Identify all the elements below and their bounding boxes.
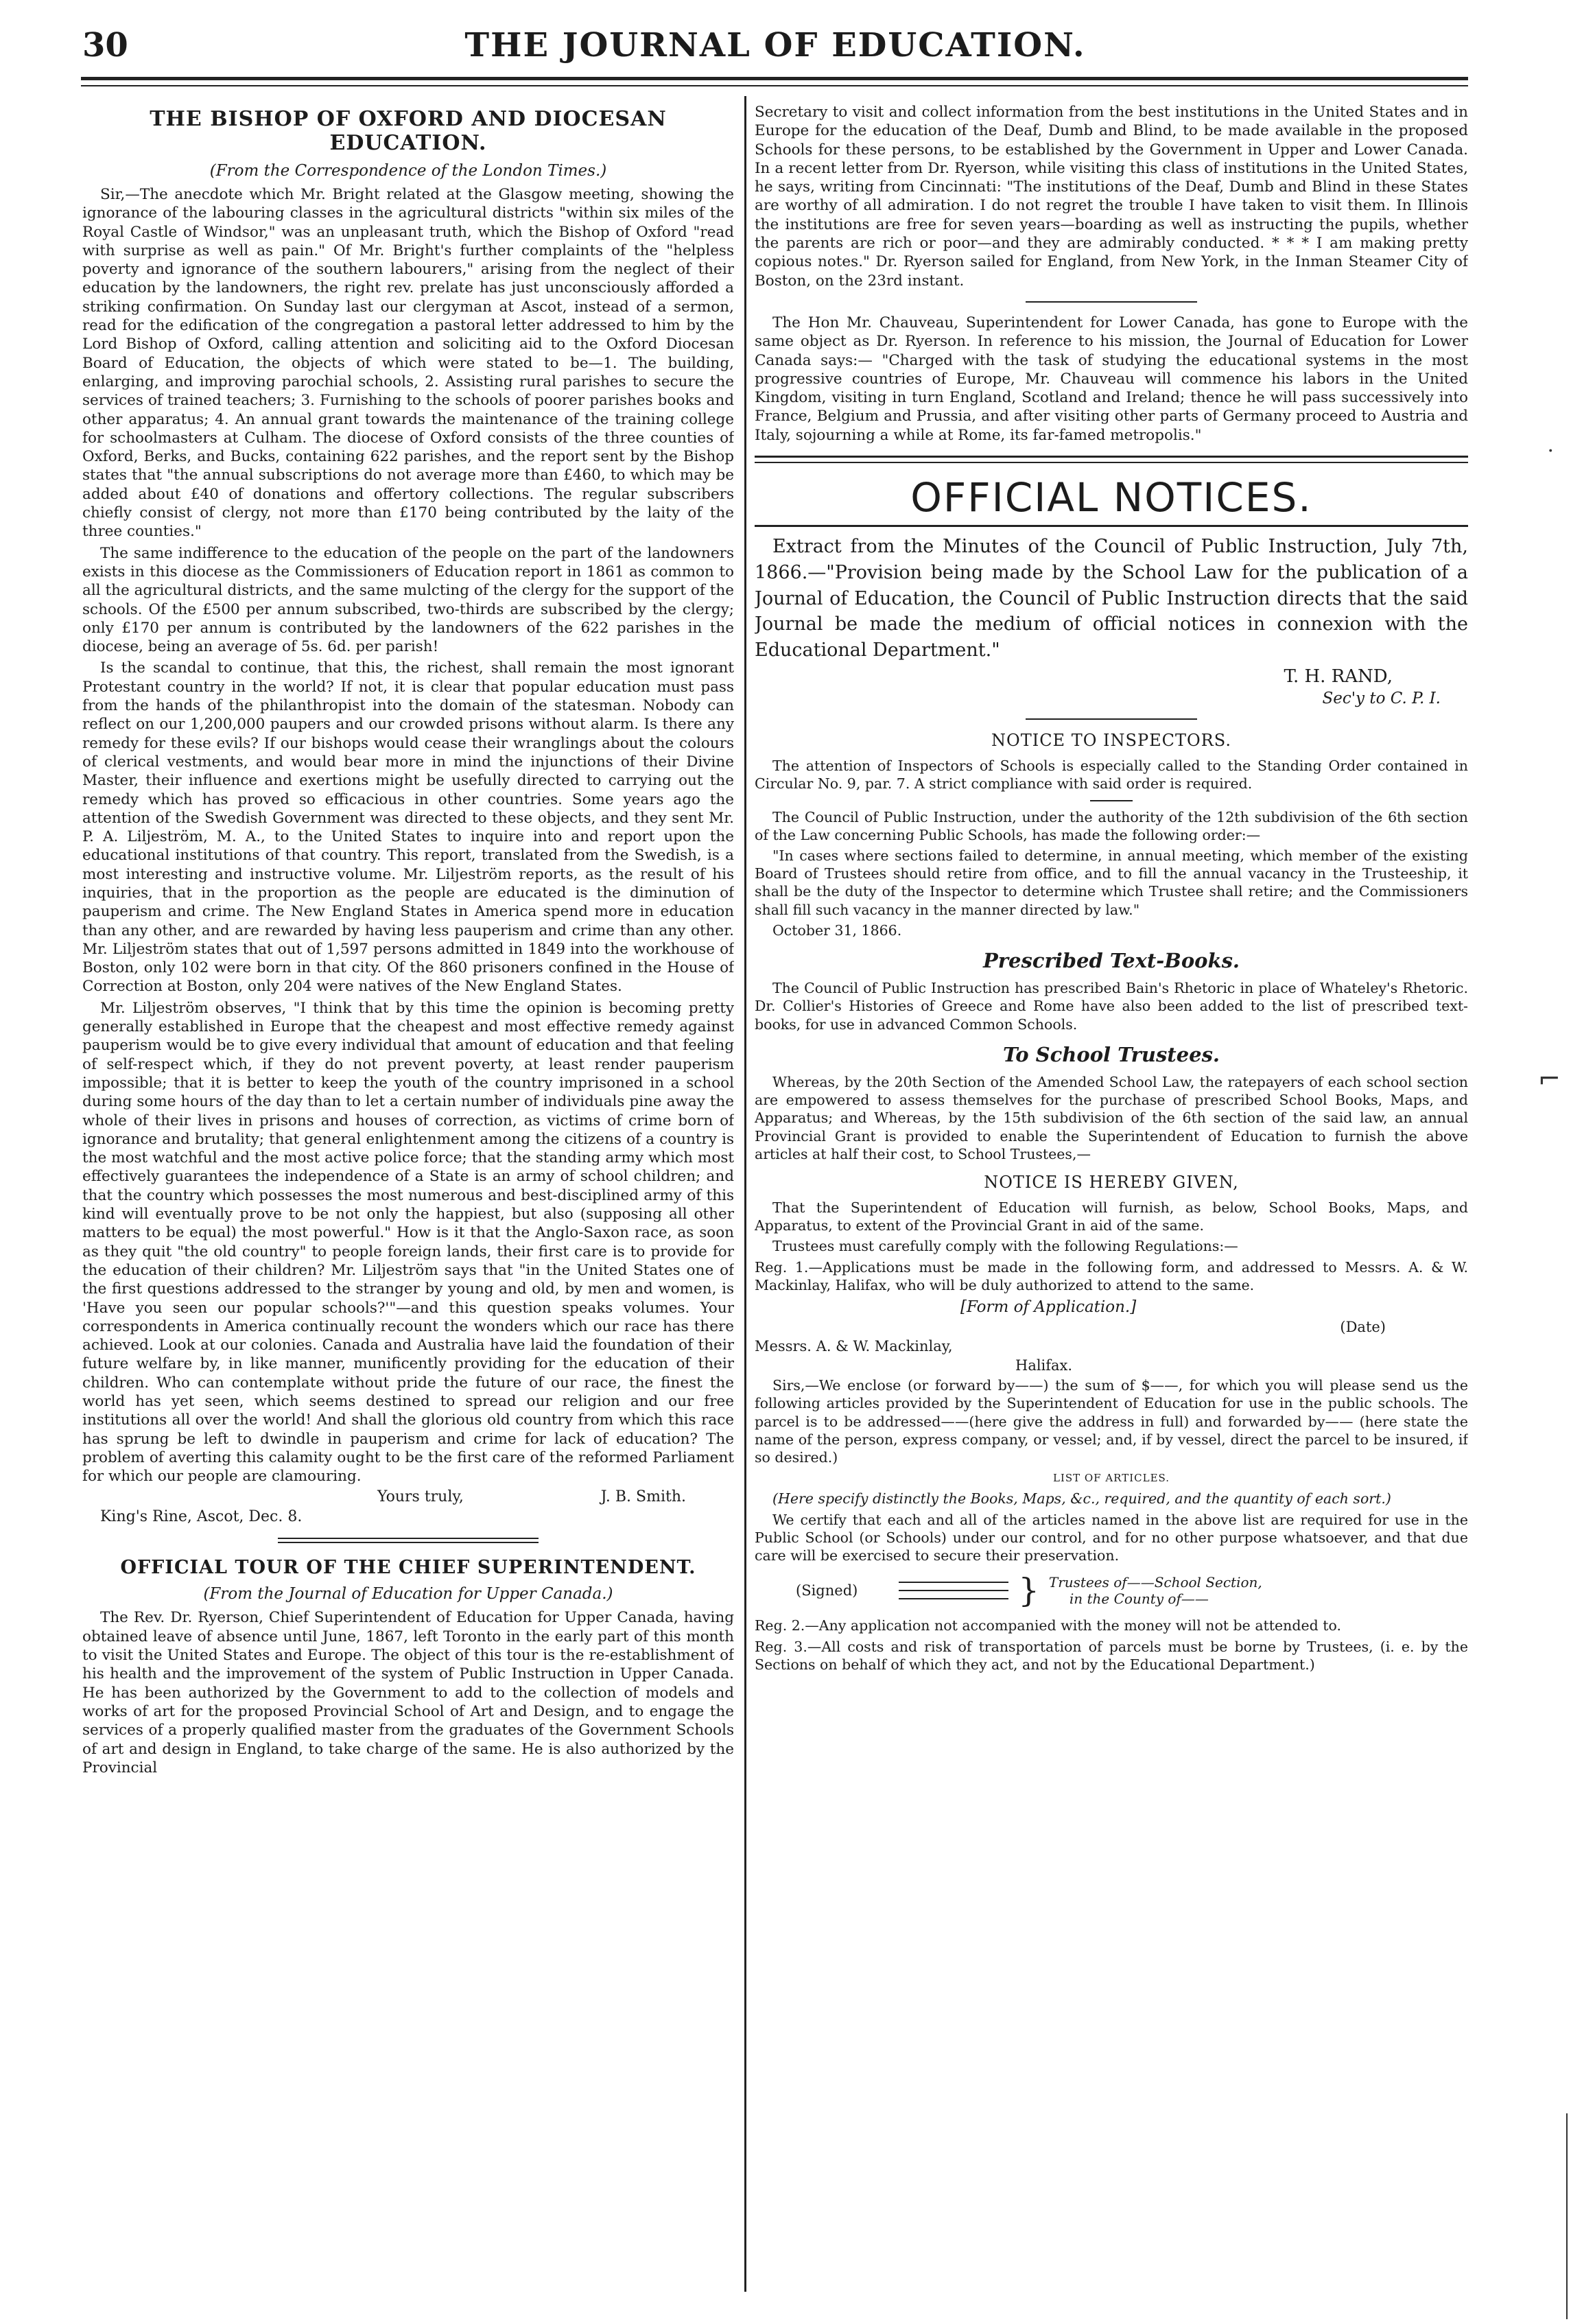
section-rule [755, 456, 1468, 463]
list-of-articles-title: LIST OF ARTICLES. [1052, 1472, 1170, 1485]
margin-edge-mark [1557, 2113, 1568, 2319]
inspectors-paragraph: The Council of Public Instruction, under the authority of the 12th subdivision of the 6th section of the Law concerning Public Schools, has made the following order:— [755, 808, 1468, 843]
margin-mark: ⌐ [1537, 1064, 1561, 1095]
notice-given-title: NOTICE IS HEREBY GIVEN, [984, 1173, 1239, 1193]
header-rule [81, 77, 1468, 80]
column-divider [744, 96, 746, 2292]
prescribed-textbooks-title: Prescribed Text-Books. [982, 949, 1240, 973]
form-title: [Form of Application.] [960, 1298, 1137, 1317]
regulations-intro: Trustees must carefully comply with the following Regulations:— [772, 1238, 1238, 1255]
inspectors-order: "In cases where sections failed to determine, in annual meeting, which member of the existing Board of Trustees should retire from office, and to fill the annual vacancy in the Trusteeship, it shall be the duty of the Inspector to determine which Trustee shall retire; and the Commissioners shall fill such vacancy in the manner directed by law." [755, 847, 1468, 918]
short-separator [1026, 301, 1197, 303]
signed-label: (Signed) [796, 1582, 858, 1599]
list-note: (Here specify distinctly the Books, Maps, &c., required, and the quantity of each sort.) [772, 1490, 1391, 1507]
short-separator [1026, 718, 1197, 720]
rand-title: Sec'y to C. P. I. [1322, 690, 1441, 708]
form-addressee: Messrs. A. & W. Mackinlay, [755, 1338, 953, 1355]
signature-lines [899, 1575, 1008, 1606]
article-title-bishop: THE BISHOP OF OXFORD AND DIOCESAN EDUCATION. [150, 107, 667, 155]
rand-title-line [755, 690, 1468, 707]
textbooks-paragraph: The Council of Public Instruction has prescribed Bain's Rhetoric in place of Whateley's Rhetoric. Dr. Collier's Histories of Greece and Rome have also been added to the list of prescribed text-books, for use in advanced Common Schools. [755, 980, 1468, 1033]
form-body: Sirs,—We enclose (or forward by——) the sum of $——, for which you will please send us the following articles provided by the Superintendent of Education for use in the public schools. The parcel is to be addressed——(here give the address in full) and forwarded by—— (here state the name of the person, express company, or vessel; and, if by vessel, direct the parcel to be insured, if so desired.) [755, 1377, 1468, 1466]
regulation-2: Reg. 2.—Any application not accompanied with the money will not be attended to. [755, 1617, 1341, 1634]
bishop-paragraph: The same indifference to the education of the people on the part of the landowners exists in this diocese as the Commissioners of Education report in 1861 as common to all the agricultural districts, and the same mulcting of the clergy for the support of the schools. Of the £500 per annum subscribed, two-thirds are subscribed by the clergy; only £170 per annum is contributed by the landowners of the 622 parishes in the diocese, being an average of 5s. 6d. per parish! [82, 544, 734, 656]
form-date: (Date) [1340, 1319, 1386, 1336]
tour-paragraph: The Rev. Dr. Ryerson, Chief Superintendent of Education for Upper Canada, having obtained leave of absence until June, 1867, left Toronto in the early part of this month to visit the United States and Europe. The object of this tour is the re-establishment of his health and the improvement of the system of Public Instruction in Upper Canada. He has been authorized by the Government to add to the collection of models and works of art for the proposed Provincial School of Art and Design, and to engage the services of a properly qualified master from the graduates of the Government Schools of art and design in England, to take charge of the same. He is also authorized by the Provincial [82, 1609, 734, 1776]
council-extract: Extract from the Minutes of the Council of Public Instruction, July 7th, 1866.—"Provision being made by the School Law for the publication of a Journal of Education, the Council of Public Instruction directs that the said Journal be made the medium of official notices in connexion with the Educational Department." [755, 536, 1468, 661]
article-title-tour: OFFICIAL TOUR OF THE CHIEF SUPERINTENDENT. [120, 1557, 696, 1579]
official-notices-banner: OFFICIAL NOTICES. [755, 474, 1468, 527]
regulation-3: Reg. 3.—All costs and risk of transportation of parcels must be borne by Trustees, (i. e. by the Sections on behalf of which they act, and not by the Educational Department.) [755, 1638, 1468, 1673]
header-rule-thin [81, 85, 1468, 86]
inspectors-date: October 31, 1866. [772, 922, 902, 939]
form-city: Halifax. [1015, 1357, 1073, 1374]
chauveau-paragraph: The Hon Mr. Chauveau, Superintendent for Lower Canada, has gone to Europe with the same object as Dr. Ryerson. In reference to his mission, the Journal of Education for Lower Canada says:— "Charged with the task of studying the educational systems in the most progressive countries of Europe, Mr. Chauveau will commence his labors in the United Kingdom, visiting in turn England, Scotland and Ireland; thence he will pass successively into France, Belgium and Prussia, and after visiting other parts of Germany proceed to Austria and Italy, sojourning a while at Rome, its far-famed metropolis." [755, 314, 1468, 444]
article-source-tour: (From the Journal of Education for Upper Canada.) [203, 1585, 613, 1604]
short-separator [1090, 800, 1133, 801]
trustees-label-line: Trustees of——School Section, [1048, 1574, 1262, 1591]
form-date-row [755, 1319, 1468, 1335]
page-number: 30 [82, 26, 128, 64]
page-header [82, 26, 1468, 74]
trustees-paragraph: Whereas, by the 20th Section of the Amended School Law, the ratepayers of each school section are empowered to assess themselves for the purchase of prescribed School Books, Maps, and Apparatus; and Whereas, by the 15th subdivision of the 6th section of the said law, an annual Provincial Grant is provided to enable the Superintendent of Education to furnish the above articles at half their cost, to School Trustees,— [755, 1073, 1468, 1162]
bishop-paragraph: Is the scandal to continue, that this, the richest, shall remain the most ignorant Protestant country in the world? If not, it is clear that popular education must pass from the hands of the philanthropist into the domain of the statesman. Nobody can reflect on our 1,200,000 paupers and our crowded prisons without alarm. Is there any remedy for these evils? If our bishops would cease their wranglings about the colours of clerical vestments, and would bear more in mind the injunctions of their Divine Master, their influence and exertions might be usefully directed to carrying out the remedy which has proved so efficacious in other countries. Some years ago the attention of the Swedish Government was directed to these objects, and they sent Mr. P. A. Liljeström, M. A., to the United States to inquire into and report upon the educational institutions of that country. This report, translated from the Swedish, is a most interesting and instructive volume. Mr. Liljeström reports, as the result of his inquiries, that in the proportion as the people are educated is the diminution of pauperism and crime. The New England States in America spend more in education than any other, and are rewarded by having less pauperism and crime than any other. Mr. Liljeström states that out of 1,597 persons admitted in 1849 into the workhouse of Boston, only 102 were born in that city. Of the 860 prisoners confined in the House of Correction at Boston, only 204 were natives of the New England States. [82, 659, 734, 996]
closing: Yours truly, [377, 1488, 464, 1506]
trustees-label [1049, 1574, 1262, 1607]
bishop-paragraph: Mr. Liljeström observes, "I think that by this time the opinion is becoming pretty generally established in Europe that the cheapest and most effective remedy against pauperism would be to give every individual that amount of education and that feeling of self-respect which, if they do not prevent poverty, at least render pauperism impossible; that it is better to keep the youth of the country imprisoned in a school during some hours of the day than to let a certain number of individuals pine away the whole of their lives in prisons and houses of correction, as victims of crime born of ignorance and brutality; that general enlightenment among the citizens of a country is the most watchful and the most active police force; that the standing army which most effectively guarantees the independence of a State is an army of school children; and that the country which possesses the most numerous and best-disciplined army of this kind will eventually prove to be not only the happiest, but also (supposing all other matters to be equal) the most powerful." How is it that the Anglo-Saxon race, as soon as they quit "the old country" to people foreign lands, their first care is to provide for the education of their children? Mr. Liljeström says that "in the United States one of the first questions addressed to the stranger by young and old, by men and women, is 'Have you seen our popular schools?'"—and this question speaks volumes. Your correspondents in America continually recount the wonders which our race has there achieved. Look at our colonies. Canada and Australia have laid the foundation of their future welfare by, in like manner, munificently providing for the education of their children. Who can contemplate without pride the future of our race, the finest the world has yet seen, which seems destined to spread our religion and our free institutions all over the world! And shall the glorious old country from which this race has sprung be left to dwindle in pauperism and crime for lack of education? The problem of averting this calamity ought to be the first care of the reformed Parliament for which our people are clamouring. [82, 999, 734, 1486]
signer: J. B. Smith. [600, 1488, 686, 1506]
rand-name: T. H. RAND, [1284, 666, 1393, 688]
article-separator [278, 1538, 539, 1543]
school-trustees-title: To School Trustees. [1002, 1042, 1220, 1066]
place-date: King's Rine, Ascot, Dec. 8. [100, 1508, 303, 1526]
bishop-paragraph: Sir,—The anecdote which Mr. Bright related at the Glasgow meeting, showing the ignorance of the labouring classes in the agricultural districts "within six miles of the Royal Castle of Windsor," was an unpleasant truth, which the Bishop of Oxford "read with surprise as well as pain." Of Mr. Bright's further complaints of the "helpless poverty and ignorance of the southern labourers," arising from the neglect of their education by the landowners, the right rev. prelate has just unconsciously afforded a striking confirmation. On Sunday last our clergyman at Ascot, instead of a sermon, read for the edification of the congregation a pastoral letter addressed to him by the Lord Bishop of Oxford, calling attention and soliciting aid to the Oxford Diocesan Board of Education, the objects of which were stated to be—1. The building, enlarging, and improving parochial schools, 2. Assisting rural parishes to secure the services of trained teachers; 3. Furnishing to the schools of poorer parishes books and other apparatus; 4. An annual grant towards the maintenance of the training college for schoolmasters at Culham. The diocese of Oxford consists of the three counties of Oxford, Berks, and Bucks, containing 622 parishes, and the report sent by the Bishop states that "the annual subscriptions do not average more than £460, to which may be added about £40 of donations and offertory collections. The regular subscribers chiefly consist of clergy, not more than £170 being contributed by the laity of the three counties." [82, 186, 734, 541]
right-column [755, 103, 1468, 2285]
certify-paragraph: We certify that each and all of the articles named in the above list are required for use in the Public School (or Schools) under our control, and for no other purpose whatsoever, and that due care will be exercised to secure their preservation. [755, 1511, 1468, 1564]
signature-line [82, 1488, 734, 1505]
journal-title: THE JOURNAL OF EDUCATION. [464, 26, 1086, 64]
inspectors-paragraph: The attention of Inspectors of Schools is especially called to the Standing Order contained in Circular No. 9, par. 7. A strict compliance with said order is required. [755, 758, 1468, 793]
article-source-bishop: (From the Correspondence of the London Times.) [209, 162, 607, 180]
signature-block [755, 1571, 1468, 1610]
rand-signature [755, 666, 1468, 687]
regulation-1: Reg. 1.—Applications must be made in the following form, and addressed to Messrs. A. & W. Mackinlay, Halifax, who will be duly authorized to attend to the same. [755, 1258, 1468, 1293]
notice-to-inspectors-title: NOTICE TO INSPECTORS. [991, 731, 1231, 751]
given-paragraph: That the Superintendent of Education will furnish, as below, School Books, Maps, and Apparatus, to extent of the Provincial Grant in aid of the same. [755, 1199, 1468, 1234]
brace: } [1018, 1571, 1039, 1610]
margin-mark: · [1547, 439, 1554, 463]
tour-paragraph-continued: Secretary to visit and collect information from the best institutions in the United States and in Europe for the education of the Deaf, Dumb and Blind, to be made available in the proposed Schools for these persons, to be established by the Government in Upper and Lower Canada. In a recent letter from Dr. Ryerson, while visiting this class of institutions in the United States, he says, writing from Cincinnati: "The institutions of the Deaf, Dumb and Blind in these States are worthy of all admiration. I do not regret the trouble I have taken to visit them. In Illinois the institutions are free for seven years—boarding as well as instructing the pupils, whether the parents are rich or poor—and they are admirably conducted. * * * I am making pretty copious notes." Dr. Ryerson sailed for England, from New York, in the Inman Steamer City of Boston, on the 23rd instant. [755, 104, 1468, 290]
trustees-label-line: in the County of—— [1069, 1591, 1209, 1608]
left-column [82, 103, 734, 2285]
